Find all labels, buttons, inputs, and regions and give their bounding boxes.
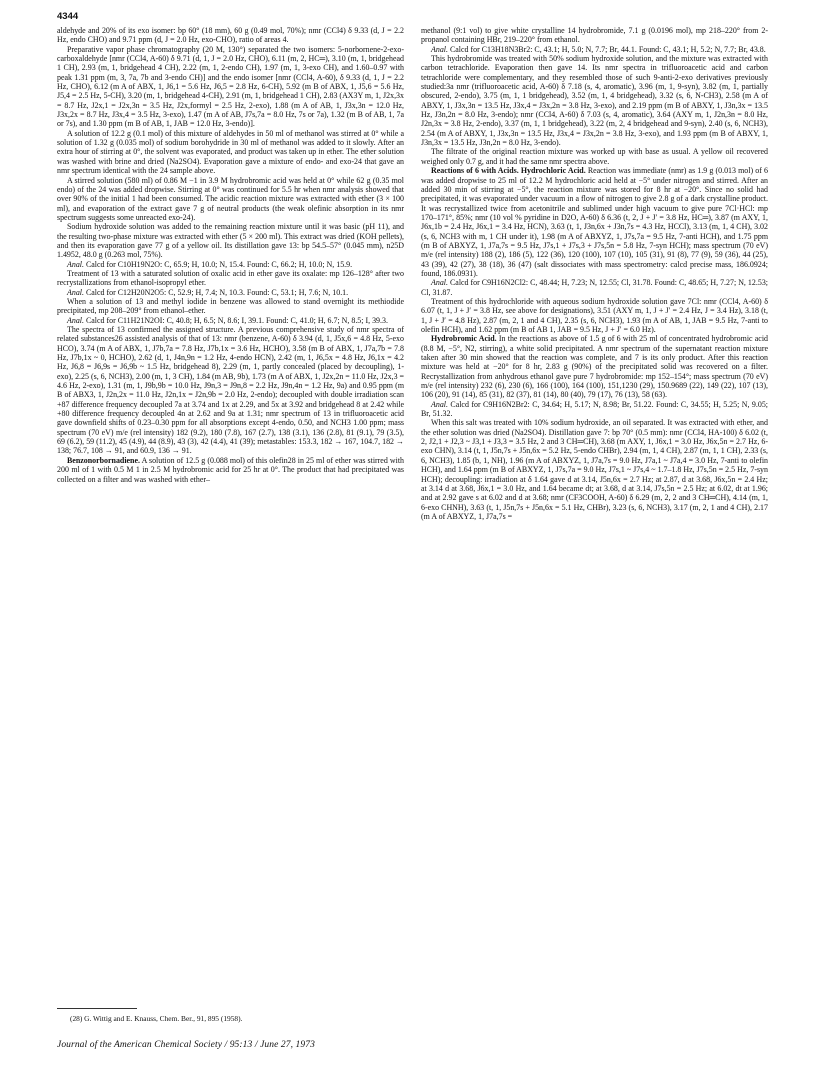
paragraph-text: A stirred solution (580 ml) of 0.86 M −1 in 3.9 M hydrobromic acid was held at 0° while 62 g (0.35 mol endo) of the 24 was added dropwise. Stirring at 0° was continued for 5.5 hr when nmr analysis showed that over 90% of the initial 1 had been consumed. The acidic reaction mixture was extracted with ether (3 × 100 ml), and evaporation of the extract gave 7 g of neutral products (the weak olefinic absorption in its nmr spectrum suggests some unreacted exo-24). <box>57 175 404 222</box>
paragraph <box>421 418 768 521</box>
paragraph <box>57 269 404 288</box>
paragraph <box>421 26 768 45</box>
paragraph-heading: Benzonorbornadiene. <box>67 455 140 465</box>
paragraph <box>421 166 768 278</box>
paragraph <box>57 288 404 297</box>
paragraph <box>57 129 404 176</box>
paragraph-text: methanol (9:1 vol) to give white crystalline 14 hydrobromide, 7.1 g (0.0196 mol), mp 218–220° from 2-propanol containing HBr, 219–220° from ethanol. <box>421 26 768 45</box>
paragraph <box>57 222 404 259</box>
paragraph-heading: Hydrobromic Acid. <box>431 334 497 344</box>
paragraph-text: Calcd for C9H16N2Br2: C, 34.64; H, 5.17; N, 8.98; Br, 51.22. Found: C, 34.55; H, 5.25; N, 9.05; Br, 51.32. <box>421 399 768 419</box>
paragraph <box>57 45 404 129</box>
page-number: 4344 <box>57 11 79 22</box>
paragraph <box>57 297 404 316</box>
footnote: (28) G. Wittig and E. Knauss, Chem. Ber., 91, 895 (1958). <box>70 1014 243 1023</box>
anal-label: Anal. <box>67 259 84 269</box>
paragraph-text: A solution of 12.5 g (0.088 mol) of this olefin28 in 25 ml of ether was stirred with 200 ml of 1 with 0.5 M 1 in 2.5 M hydrobromic acid for 25 hr at 0°. The product that had precipitated was collected on a filter and was washed with ether– <box>57 455 404 484</box>
paragraph <box>57 260 404 269</box>
anal-label: Anal. <box>431 278 448 288</box>
paragraph-text: This hydrobromide was treated with 50% sodium hydroxide solution, and the mixture was extracted with carbon tetrachloride. Evaporation then gave 14. Its nmr spectra in trifluoroacetic acid and carbon tetrachloride were complementary, and they resembled those of such 9-anti-2-exo derivatives previously studied:3a nmr (trifluoroacetic acid, A-60) δ 7.18 (s, 4, aromatic), 3.96 (m, 1, 9-syn), 3.82 (m, 1, partially obscured, 2-endo), 3.75 (m, 1, 1 bridgehead), 3.52 (m, 1, 4 bridgehead), 3.32 (s, 6, N-CH3), 2.58 (m A of ABXY, 1, J3x,3n = 13.5 Hz, J3x,4 = J3x,2n = 3.8 Hz, 3-exo), and 2.19 ppm (m B of ABXY, 1, J3n,3x = 13.5 Hz, J3n,2n = 8.0 Hz, 3-endo); nmr (CCl4, A-60) δ 7.03 (s, 4, aromatic), 3.64 (AXY m, 1, J2n,3n = 8.0 Hz, J2n,3x = 3.8 Hz, 2-endo), 3.37 (m, 1, 1 bridgehead), 3.22 (m, 2, 4 bridgehead and 9-syn), 2.40 (s, 6, NCH3), 2.54 (m A of ABXY, 1, J3x,3n = 13.5 Hz, J3x,4 = J3x,2n = 3.8 Hz, 3-exo), and 1.93 ppm (m B of ABXY, 1, J3n,3x = 13.5 Hz, J3n,2n = 8.0 Hz, 3-endo). <box>421 54 768 148</box>
paragraph-text: When a solution of 13 and methyl iodide in benzene was allowed to stand overnight its methiodide precipitated, mp 208–209° from ethanol–ether. <box>57 296 404 316</box>
paragraph-text: When this salt was treated with 10% sodium hydroxide, an oil separated. It was extracted with ether, and the ether solution was dried (Na2SO4). Distillation gave 7: bp 70° (0.5 mm): nmr (CCl4, HA-100) δ 6.02 (t, 2, J2,1 + J2,3 ~ J3,1 + J3,3 = 3.5 Hz, 2 and 3 CH═CH), 3.68 (m AXY, 1, J6x,1 = 3.0 Hz, J6x,5n = 2.7 Hz, 6-exo CHN), 3.14 (t, 1, J5n,7s + J5n,6x = 5.2 Hz, 5-endo CHBr), 2.94 (m, 1, 4 CH), 2.87 (m, 1, 1 CH), 2.33 (s, 6, NCH3), 1.85 (b, 1, NH), 1.96 (m A of ABXYZ, 1, J7a,7s = 9.0 Hz, J7a,1 ~ J7a,4 = 3.0 Hz, 7-anti to olefin HCH), and 1.64 ppm (m B of ABXYZ, 1, J7s,7a = 9.0 Hz, J7s,1 ~ J7s,4 ~ 1.7–1.8 Hz, J7s,5n = 2.5 Hz, 7-syn HCH); decoupling: irradiation at δ 1.64 gave d at 3.14, J5n,6x = 2.7 Hz; at 2.87, d at 3.68, J6x,5n = 2.4 Hz; at 3.14 d at 3.68, J6x,1 = 3.0 Hz, and 1.64 became dt; at 3.68, d at 3.14, J7s,5n = 2.5 Hz; at 6.02, dt at 1.96; and at 2.92 gave s at 6.02 and d at 3.68; nmr (CF3COOH, A-60) δ 6.29 (m, 2, 2 and 3 CH═CH), 4.14 (m, 1, 6-exo CHNH), 3.63 (t, 1, J5n,7s + J5n,6x = 5.1 Hz, CHBr), 3.23 (s, 6, NCH3), 3.17 (m, 2, 1 and 4 CH), 2.17 (m A of ABXYZ, 1, J7a,7s = <box>421 418 768 521</box>
paragraph-text: Treatment of this hydrochloride with aqueous sodium hydroxide solution gave 7Cl: nmr (CCl4, A-60) δ 6.07 (t, 1, J + J′ = 3.8 Hz, see above for designations), 3.51 (AXY m, 1, J + J′ = 2.4 Hz, J = 3.4 Hz), 3.18 (t, 1, J + J′ = 4.8 Hz), 2.87 (m, 2, 1 and 4 CH), 2.35 (s, 6, NCH3), 1.93 (m A of AB, 1, JAB = 9.5 Hz, 7-anti to olefin HCH), and 1.62 ppm (m B of AB 1, JAB = 9.5 Hz, J + J′ = 6.0 Hz). <box>421 296 768 334</box>
right-column <box>421 26 768 521</box>
paragraph <box>421 400 768 419</box>
paragraph-text: Sodium hydroxide solution was added to the remaining reaction mixture until it was basic (pH 11), and the resulting two-phase mixture was extracted with ether (5 × 200 ml). This extract was dried (KOH pellets), and then its evaporation gave 77 g of a yellow oil. Its distillation gave 13: bp 54.5–57° (0.045 mm), n25D 1.4952, 48.0 g (0.263 mol, 75%). <box>57 222 404 260</box>
anal-label: Anal. <box>67 315 84 325</box>
anal-label: Anal. <box>431 399 448 409</box>
paragraph <box>57 325 404 456</box>
paragraph-text: Calcd for C10H19N2O: C, 65.9; H, 10.0; N, 15.4. Found: C, 66.2; H, 10.0; N, 15.9. <box>83 259 353 269</box>
paragraph-text: The filtrate of the original reaction mixture was worked up with base as usual. A yellow oil recovered weighed only 0.7 g, and it had the same nmr spectra above. <box>421 147 768 166</box>
paragraph-text: Preparative vapor phase chromatography (20 M, 130°) separated the two isomers: 5-norbornene-2-exo-carboxaldehyde [nmr (CCl4, A-60) δ 9.71 (d, 1, J = 2.0 Hz, CHO), 6.11 (m, 2, HC═), 3.10 (m, 1, bridgehead 1 CH), 2.93 (m, 1, bridgehead 4 CH), 2.22 (m, 1, 2-endo CH), 1.97 (m, 1, 3-exo CH), and 1.60–0.97 with peak 1.31 ppm (m, 3, 7a, 7b and 3-endo CH)] and the endo isomer [nmr (CCl4, A-60), δ 9.33 (d, 1, J = 2.2 Hz, CHO), 6.12 (m A of ABX, 1, J6,1 = 5.6 Hz, J6,5 = 2.8 Hz, 6-CH), 5.92 (m B of ABX, 1, J5,6 = 5.6 Hz, J5,4 = 2.5 Hz, 5-CH), 3.20 (m, 1, bridgehead 4-CH), 2.91 (m, 1, bridgehead 1 CH), 2.83 (AX3Y m, 1, J2x,3x = 8.7 Hz, J2x,1 = J2x,3n = 3.5 Hz, J2x,formyl = 2.5 Hz, 2-exo), 1.88 (m A of AB, 1, J3x,3n = 12.0 Hz, J3x,2x = 8.7 Hz, J3x,4 = 3.5 Hz, 3-exo), 1.47 (m A of AB, J7s,7a = 8.0 Hz, 7s or 7a), 1.32 (m B of AB, 1, 7a or 7s), and 1.30 ppm (m B of AB, 1, JAB = 12.0 Hz, 3-endo)]. <box>57 44 404 129</box>
paragraph <box>421 334 768 399</box>
paragraph-text: In the reactions as above of 1.5 g of 6 with 25 ml of concentrated hydrobromic acid (8.8 M, −5°, N2, stirring), a white solid precipitated. A nmr spectrum of the supernatant reaction mixture taken after 30 min showed that the reaction was complete, and 7 is its only product. After this reaction mixture was held at −20° for 8 hr, 2.83 g (90%) of the precipitated solid was recovered on a filter. Recrystallization from anhydrous ethanol gave pure 7 hydrobromide: mp 152–154°; mass spectrum (70 eV) m/e (rel intensity) 232 (6), 230 (6), 166 (100), 164 (100), 151,1230 (29), 150.9689 (22), 149 (22), 107 (13), 106 (20), 91 (14), 85 (31), 82 (37), 81 (14), 80 (40), 79 (17), 76 (13), 58 (63). <box>421 334 768 400</box>
paragraph-text: Treatment of 13 with a saturated solution of oxalic acid in ether gave its oxalate: mp 126–128° after two recrystallizations from ethanol-isopropyl ether. <box>57 268 404 288</box>
paragraph-text: The spectra of 13 confirmed the assigned structure. A previous comprehensive study of nmr spectra of related substances26 assisted analysis of that of 13: nmr (benzene, A-60) δ 3.94 (d, 1, J5x,6 = 4.8 Hz, 5-exo HCO), 3.74 (m A of ABX, 1, J7b,7a = 7.8 Hz, J7b,1x = 3.6 Hz, HCHO), 3.58 (m B of ABX, 1, J7a,7b = 7.8 Hz, J7b,1x ~ 0, HCHO), 2.62 (d, 1, J4n,9n = 1.2 Hz, 4-endo HCN), 2.42 (m, 1, J6,5x = 4.8 Hz, J6,1x = 4.2 Hz, J6,8 = J6,9s = J6,9b ~ 1.5 Hz, bridgehead 8), 2.29 (m, 1, partly concealed (placed by decoupling), 1-exo), 2.25 (s, 6, NCH3), 2.00 (m, 1, 3 CH), 1.84 (m AB, 9b), 1.73 (m A of ABX, 1, J2x,2n = 11.0 Hz, J2x,3 = 4.6 Hz, 2-exo), 1.31 (m, 1, J9b,9b = 10.0 Hz, J9n,3 = J9n,8 = 2.2 Hz, J9n,4n = 1.2 Hz, 9a) and 0.95 ppm (m B of ABX3, 1, J2n,2x = 11.0 Hz, J2n,1x = J2n,9b = 2.0 Hz, 2-endo); decoupled with double irradiation scan +87 difference frequency decoupled 7a at 3.74 and 1x at 2.29, and 5x at 3.92 and bridgehead 8 at 2.42 while +80 difference frequency decoupled 4n at 2.62 and 9a at 1.31; nmr spectrum of 13 in trifluoroacetic acid gave downfield shifts of 0.23–0.30 ppm for all absorptions except 4-endo, 0.50, and NCH3 1.00 ppm; mass spectrum (70 eV) m/e (rel intensity) 182 (9.2), 180 (7.8), 167 (2.7), 138 (3.1), 136 (2.8), 81 (9.1), 79 (3.5), 69 (6.2), 59 (11.2), 45 (4.9), 44 (8.9), 43 (3), 42 (4.4), 41 (39); metastables: 153.3, 182 → 167, 104.7, 182 → 138; 76.7, 108 → 91, and 60.9, 136 → 91. <box>57 325 404 456</box>
paragraph <box>421 147 768 166</box>
paragraph <box>57 176 404 223</box>
journal-footer: Journal of the American Chemical Society / 95:13 / June 27, 1973 <box>57 1040 315 1050</box>
paragraph <box>57 26 404 45</box>
paragraph <box>421 45 768 54</box>
paragraph <box>421 54 768 147</box>
paragraph <box>57 456 404 484</box>
paragraph-text: Calcd for C9H16N2Cl2: C, 48.44; H, 7.23; N, 12.55; Cl, 31.78. Found: C, 48.65; H, 7.27; N, 12.53; Cl, 31.87. <box>421 278 768 297</box>
paragraph-text: Calcd for C12H20N2O5: C, 52.9; H, 7.4; N, 10.3. Found: C, 53.1; H, 7.6; N, 10.1. <box>83 287 349 297</box>
paragraph <box>57 316 404 325</box>
anal-label: Anal. <box>67 287 84 297</box>
paragraph-heading: Reactions of 6 with Acids. Hydrochloric Acid. <box>431 166 586 176</box>
paragraph-text: aldehyde and 20% of its exo isomer: bp 60° (18 mm), 60 g (0.49 mol, 70%); nmr (CCl4) δ 9.33 (d, J = 2.2 Hz, endo CHO) and 9.71 ppm (d, J = 2.0 Hz, exo-CHO), ratio of areas 4. <box>57 26 404 45</box>
paragraph <box>421 297 768 334</box>
footnote-rule <box>57 1008 137 1009</box>
left-column <box>57 26 404 484</box>
paragraph-text: Reaction was immediate (nmr) as 1.9 g (0.013 mol) of 6 was added dropwise to 25 ml of 12.2 M hydrochloric acid held at −5° under nitrogen and stirred. After an added 30 min of stirring at −5°, the reaction mixture was stored for 8 hr at −20°. Since no solid had precipitated, it was evaporated under vacuum in a flow of nitrogen to give 2.8 g of a dark crystalline product. It was recrystallized twice from acetonitrile and sublimed under high vacuum to give pure 7Cl·HCl: mp 170–171°, 85%; nmr (10 vol % pyridine in D2O, A-60) δ 6.36 (t, 2, J + J′ = 3.8 Hz, HC═), 3.87 (m AXY, 1, J6x,1b = 2.4 Hz, J6x,1 = 3.4 Hz, HCN), 3.63 (t, 1, J3n,6x + J3n,7s = 4.3 Hz, HCCl), 3.13 (m, 1, 4 CH), 3.02 (s, 6, NCH3 with m, 1 CH under it), 1.98 (m A of ABXYZ, 1, J7s,7a = 9.5 Hz, 7-anti HCH), and 1.75 ppm (m B of ABXYZ, 1, J7a,7s = 9.5 Hz, J7s,1 + J7s,3 + J7s,5n = 5.8 Hz, 7-syn HCH); mass spectrum (70 eV) m/e (rel intensity) 188 (2), 186 (5), 122 (36), 120 (100), 107 (10), 105 (31), 91 (8), 77 (9), 59 (36), 44 (25), 43 (39), 42 (27), 38 (18), 36 (47) (salt dissociates with mass spectrometry: calcd precise mass, 186.0924; found, 186.0931). <box>421 166 768 278</box>
paragraph-text: A solution of 12.2 g (0.1 mol) of this mixture of aldehydes in 50 ml of methanol was stirred at 0° while a solution of 1.32 g (0.035 mol) of sodium borohydride in 30 ml of methanol was added to it slowly. After an extra hour of stirring at 0°, the solvent was evaporated, and product was taken up in ether. The ether solution was washed with brine and dried (Na2SO4). Evaporation gave a mixture of endo- and exo-24 that gave an nmr spectrum identical with the 24 sample above. <box>57 128 404 176</box>
paragraph-text: Calcd for C11H21N2OI: C, 40.8; H, 6.5; N, 8.6; I, 39.1. Found: C, 41.0; H, 6.7; N, 8.5; I, 39.3. <box>83 315 388 325</box>
anal-label: Anal. <box>431 44 448 54</box>
paragraph <box>421 278 768 297</box>
paragraph-text: Calcd for C13H18N3Br2: C, 43.1; H, 5.0; N, 7.7; Br, 44.1. Found: C, 43.1; H, 5.2; N, 7.7; Br, 43.8. <box>447 44 766 54</box>
